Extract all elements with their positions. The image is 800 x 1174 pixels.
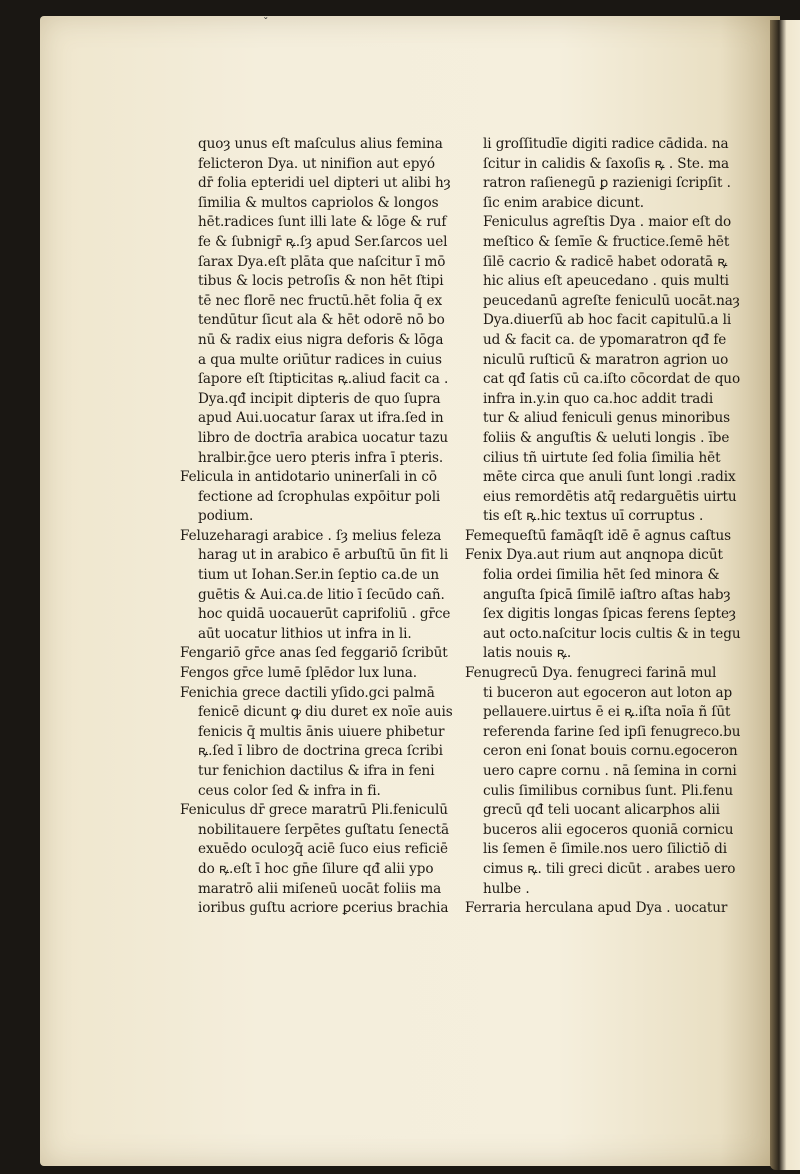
text-line: foliis & anguſtis & ueluti longis . ībe: [483, 429, 730, 446]
text-line: cimus ꝶ. tili greci dicūt . arabes uero: [483, 860, 736, 877]
text-line: tendūtur ſicut ala & hēt odorē nō bo: [198, 312, 445, 329]
text-line: do ꝶ.eſt ī hoc gn̄e ſilure qđ alii ypo: [198, 860, 434, 877]
text-line: nobilitauere ſerpētes guſtatu ſenectā: [198, 821, 449, 838]
text-line: quoȝ unus eſt maſculus alius femina: [198, 136, 443, 152]
text-line: pellauere.uirtus ē ei ꝶ.iſta noīa ñ ſūt: [483, 704, 731, 721]
text-line: Ferraria herculana apud Dya . uocatur: [465, 900, 728, 917]
text-line: hralbir.ḡce uero pteris infra ī pteris.: [198, 449, 444, 466]
text-line: Feluzeharagi arabice . ſȝ melius feleza: [180, 527, 442, 544]
text-line: niculū ruſticū & maratron agrion uo: [483, 351, 729, 368]
text-line: fe & ſubnigr̄ ꝶ.ſȝ apud Ser.ſarcos uel: [198, 233, 448, 250]
text-line: Dya.diuerſū ab hoc facit capitulū.a li: [483, 312, 732, 329]
text-line: ꝶ.ſed ī libro de doctrina greca ſcribi: [198, 743, 443, 760]
text-line: tibus & locis petroſis & non hēt ſtipi: [198, 273, 444, 290]
text-line: eius remordētis atq̄ redarguētis uirtu: [483, 488, 737, 505]
text-line: Fenichia grece dactili yſido.gci palmā: [180, 684, 435, 701]
text-line: folia ordei ſimilia hēt ſed minora &: [483, 567, 720, 584]
text-line: Fengariō gr̄ce anas ſed feggariō ſcribūt: [180, 645, 448, 662]
text-line: Felicula in antidotario uninerſali in cō: [180, 469, 437, 486]
text-line: li groſſitudīe digiti radice cādida. na: [483, 136, 729, 152]
text-line: latis nouis ꝶ.: [483, 645, 572, 662]
text-line: Feniculus dr̄ grece maratrū Pli.feniculū: [180, 802, 448, 819]
text-line: hulbe .: [483, 880, 530, 897]
text-line: tis eſt ꝶ.hic textus uī corruptus .: [483, 508, 704, 525]
text-line: ſilē cacrio & radicē habet odoratā ꝶ: [483, 253, 728, 270]
text-line: nū & radix eius nigra deforis & lōga: [198, 331, 444, 348]
text-line: felicteron Dya. ut ninifion aut epyó: [198, 155, 436, 172]
text-line: a qua multe oriūtur radices in cuius: [198, 351, 442, 368]
text-line: ud & facit ca. de ypomaratron qđ fe: [483, 331, 727, 348]
text-line: Femequeſtū famāqſt idē ē agnus caſtus: [465, 527, 732, 544]
text-line: lis ſemen ē ſimile.nos uero ſilictiō di: [483, 841, 727, 858]
page-mark: ˇ: [263, 16, 269, 29]
text-line: infra in.y.in quo ca.hoc addit tradi: [483, 390, 714, 407]
text-line: buceros alii egoceros quoniā cornicu: [483, 821, 734, 838]
text-line: libro de doctrīa arabica uocatur tazu: [198, 429, 448, 446]
text-line: ſex digitis longas ſpicas ferens ſepteȝ: [483, 606, 736, 623]
text-line: guētis & Aui.ca.de litio ī ſecūdo cañ.: [198, 586, 445, 603]
text-line: tium ut Iohan.Ser.in ſeptio ca.de un: [198, 567, 440, 584]
text-line: grecū qđ teli uocant alicarphos alii: [483, 802, 720, 819]
text-line: fectione ad ſcrophulas expōitur poli: [198, 488, 441, 505]
text-line: hoc quidā uocauerūt caprifoliū . gr̄ce: [198, 606, 451, 623]
text-line: culis ſimilibus cornibus ſunt. Pli.fenu: [483, 782, 734, 799]
text-line: uero capre cornu . nā ſemina in corni: [483, 763, 737, 779]
text-line: podium.: [198, 508, 254, 525]
text-line: ſic enim arabice dicunt.: [483, 194, 644, 211]
text-line: ceron eni ſonat bouis cornu.egoceron: [483, 743, 738, 760]
text-line: anguſta ſpicā ſimilē iaſtro aſtas habȝ: [483, 586, 731, 603]
text-line: referenda farine ſed ipſi fenugreco.bu: [483, 723, 741, 740]
text-line: ſapore eſt ſtipticitas ꝶ.aliud facit ca .: [198, 371, 449, 388]
text-line: ratron raſienegū ꝑ razienigi ſcripſit .: [483, 175, 731, 192]
text-line: peucedanū agreſte feniculū uocāt.naȝ: [483, 292, 740, 309]
text-line: ſarax Dya.eſt plāta que naſcitur ī mō: [198, 253, 446, 270]
text-line: Fenix Dya.aut rium aut anqnopa dicūt: [465, 547, 723, 564]
text-line: Feniculus agreſtis Dya . maior eſt do: [483, 214, 732, 231]
text-line: cilius tñ uirtute ſed folia ſimilia hēt: [483, 449, 721, 466]
text-line: Fenugrecū Dya. fenugreci farinā mul: [465, 665, 717, 682]
text-line: mēte circa que anuli ſunt longi .radix: [483, 469, 736, 486]
text-line: cat qđ ſatis cū ca.iſto cōcordat de quo: [483, 371, 741, 388]
text-line: tur & aliud feniculi genus minoribus: [483, 410, 731, 427]
text-line: ſcitur in calidis & ſaxoſis ꝶ . Ste. ma: [483, 155, 730, 172]
text-line: ti buceron aut egoceron aut loton ap: [483, 684, 733, 701]
text-line: ſimilia & multos capriolos & longos: [198, 194, 439, 211]
left-text-column: [180, 135, 455, 919]
text-line: meſtico & ſemīe & fructice.ſemē hēt: [483, 233, 730, 250]
text-line: hēt.radices ſunt illi late & lōge & ruf: [198, 214, 447, 231]
text-line: harag ut in arabico ē arbuſtū ūn fit li: [198, 547, 449, 564]
text-line: dr̄ folia epteridi uel dipteri ut alibi hȝ: [198, 175, 451, 192]
text-line: Dya.qđ incipit dipteris de quo ſupra: [198, 390, 441, 407]
text-line: aut octo.naſcitur locis cultis & in tegu: [483, 625, 741, 642]
text-line: aūt uocatur lithios ut infra in li.: [198, 625, 412, 642]
text-line: ceus color ſed & infra in fi.: [198, 782, 381, 799]
text-line: tē nec florē nec fructū.hēt folia q̄ ex: [198, 292, 443, 309]
text-line: hic alius eſt apeucedano . quis multi: [483, 273, 729, 290]
text-line: ioribus guſtu acriore ꝑcerius brachia: [198, 900, 449, 917]
right-text-column: [465, 135, 765, 919]
text-line: exuēdo oculoȝq̄ aciē ſuco eius reficiē: [198, 841, 448, 858]
text-line: maratrō alii miſeneū uocāt foliis ma: [198, 880, 442, 897]
text-line: tur fenichion dactilus & ifra in feni: [198, 763, 435, 779]
facing-page-edge: [770, 20, 800, 1170]
text-line: apud Aui.uocatur ſarax ut ifra.ſed in: [198, 410, 444, 427]
text-line: Fengos gr̄ce lumē ſplēdor lux luna.: [180, 665, 418, 682]
text-line: fenicē dicunt ꝙ diu duret ex noīe auis: [198, 704, 453, 721]
text-line: fenicis q̄ multis ānis uiuere phibetur: [198, 723, 445, 740]
